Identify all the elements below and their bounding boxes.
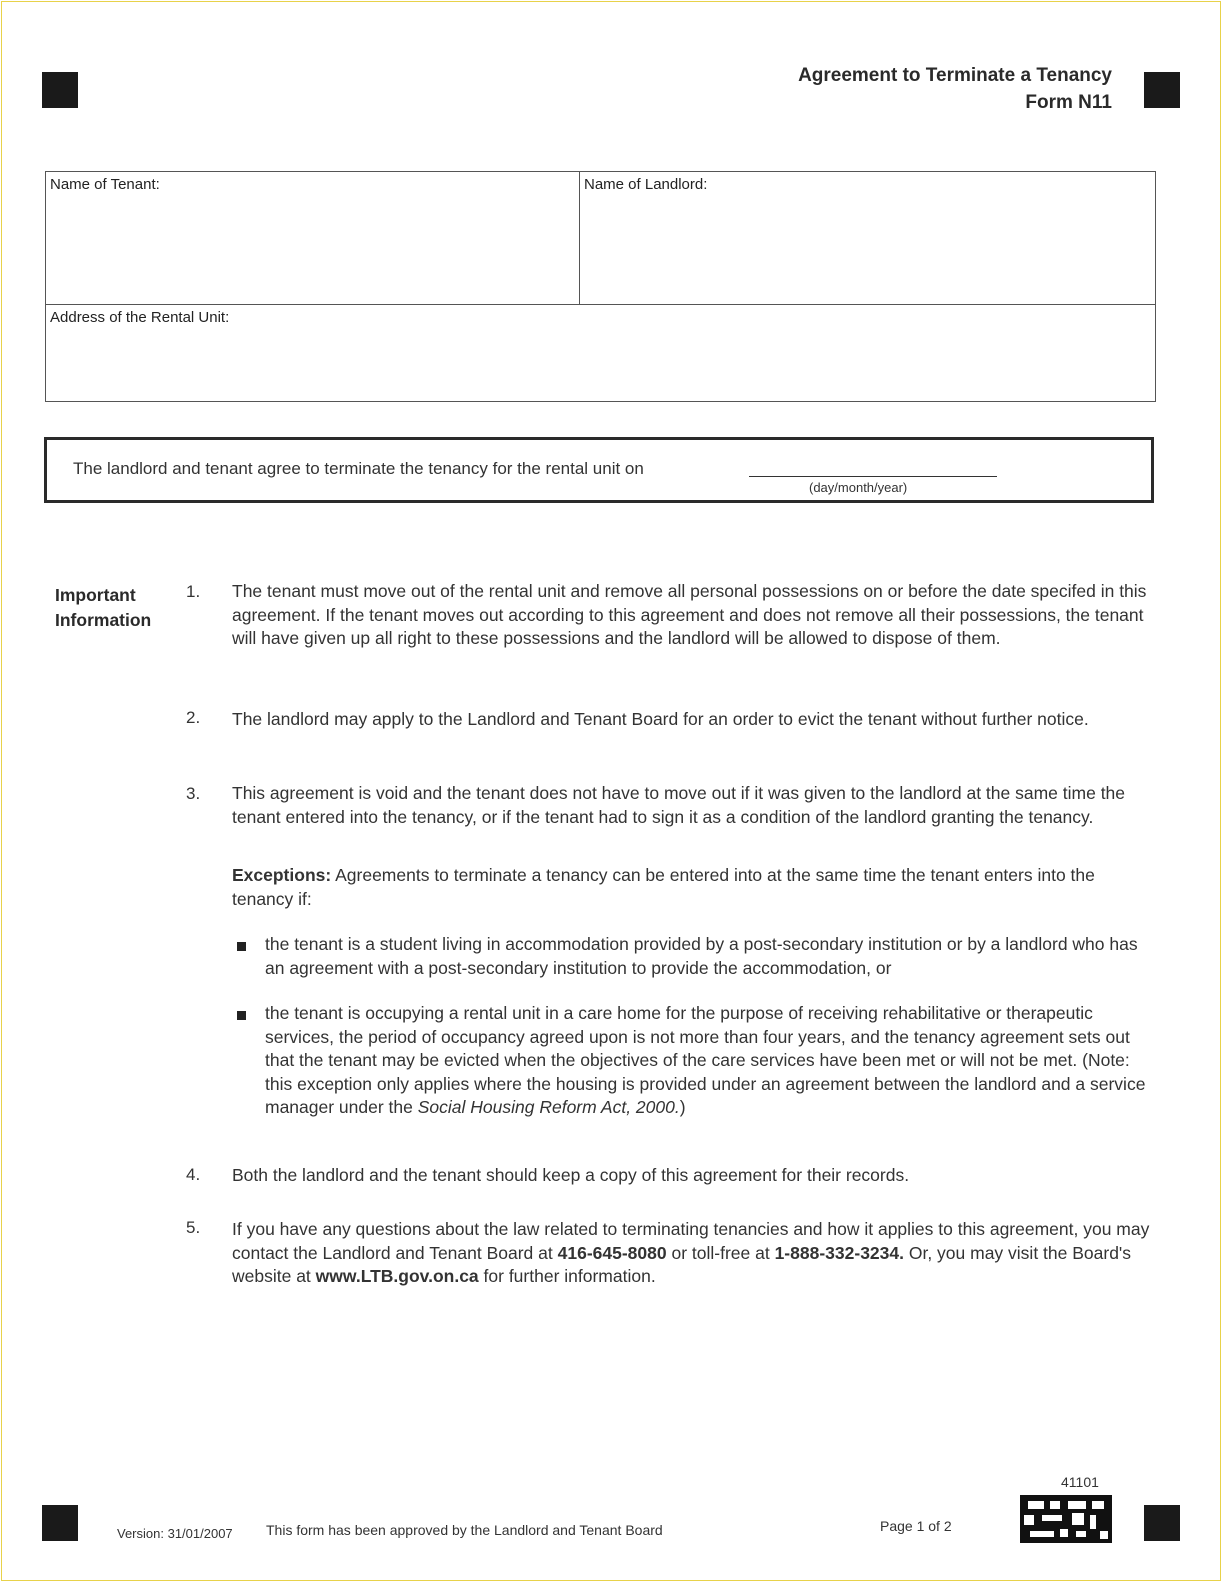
item-number: 1. bbox=[186, 582, 201, 601]
form-title-line1: Agreement to Terminate a Tenancy bbox=[798, 65, 1112, 86]
form-title bbox=[798, 62, 1112, 116]
approval-note: This form has been approved by the Landlord and Tenant Board bbox=[266, 1522, 663, 1538]
item-text: Both the landlord and the tenant should keep a copy of this agreement for their records. bbox=[232, 1165, 910, 1185]
exceptions-paragraph bbox=[232, 864, 1154, 911]
important-information-heading bbox=[55, 583, 151, 633]
phone-number: 416-645-8080 bbox=[557, 1242, 667, 1263]
item-number: 2. bbox=[186, 708, 201, 727]
bullet2-text: the tenant is occupying a rental unit in a care home for the purpose of receiving rehabilitative or therapeutic services, the period of occupancy agreed upon is not more than four years, and the tenancy agreement sets out that the tenant may be evicted when the objectives of the care services have been met or will not be met. (Note: this exception only applies where the housing is provided under an agreement between the landlord and a service manager under the bbox=[265, 1003, 1146, 1117]
item-text bbox=[232, 1218, 1154, 1289]
form-number: Form N11 bbox=[1025, 92, 1112, 113]
bullet-square-icon bbox=[237, 1011, 246, 1020]
exception-bullet-2 bbox=[265, 1002, 1155, 1120]
contact-text: or toll-free at bbox=[666, 1242, 775, 1263]
barcode-icon bbox=[1020, 1495, 1112, 1543]
item-text: The tenant must move out of the rental unit and remove all personal possessions on or before the date specifed in this agreement. If the tenant moves out according to this agreement and does not remove all their possessions, the tenant will have given up all right to these possessions and the landlord will be allowed to dispose of them. bbox=[232, 581, 1147, 648]
item-number: 3. bbox=[186, 784, 201, 803]
tollfree-number: 1-888-332-3234. bbox=[774, 1242, 904, 1263]
tenant-name-field[interactable] bbox=[46, 172, 580, 305]
registration-mark-top-left bbox=[42, 72, 78, 108]
date-format-hint: (day/month/year) bbox=[809, 480, 908, 495]
exceptions-label: Exceptions: bbox=[232, 865, 332, 885]
form-code: 41101 bbox=[1061, 1474, 1099, 1490]
contact-text: Or, you may visit the Board's website at bbox=[232, 1242, 1132, 1286]
page-number: Page 1 of 2 bbox=[880, 1518, 952, 1534]
landlord-name-field[interactable] bbox=[580, 172, 1156, 305]
item-number: 5. bbox=[186, 1218, 201, 1237]
item-text: The landlord may apply to the Landlord and Tenant Board for an order to evict the tenant without further notice. bbox=[232, 709, 1089, 729]
heading-line2: Information bbox=[55, 610, 152, 630]
rental-address-field[interactable] bbox=[46, 305, 1156, 402]
version-label: Version: 31/01/2007 bbox=[117, 1526, 233, 1541]
party-info-table bbox=[45, 171, 1156, 402]
registration-mark-top-right bbox=[1144, 72, 1180, 108]
contact-text: for further information. bbox=[478, 1266, 656, 1286]
exception-bullet-1: the tenant is a student living in accommodation provided by a post-secondary institution or by a landlord who has an agreement with a post-secondary institution to provide the accommodation, or bbox=[265, 934, 1138, 978]
rental-address-label: Address of the Rental Unit: bbox=[50, 309, 230, 326]
item-text: This agreement is void and the tenant does not have to move out if it was given to the landlord at the same time the tenant entered into the tenancy, or if the tenant had to sign it as a condition of the landlord granting the tenancy. bbox=[232, 783, 1126, 827]
act-name: Social Housing Reform Act, 2000. bbox=[417, 1097, 680, 1117]
registration-mark-bottom-right bbox=[1144, 1505, 1180, 1541]
agreement-statement: The landlord and tenant agree to terminate the tenancy for the rental unit on bbox=[73, 459, 644, 478]
termination-agreement-box bbox=[44, 437, 1154, 503]
exceptions-text: Agreements to terminate a tenancy can be entered into at the same time the tenant enters into the tenancy if: bbox=[232, 865, 1095, 909]
heading-line1: Important bbox=[55, 585, 136, 605]
bullet-square-icon bbox=[237, 942, 246, 951]
contact-text: If you have any questions about the law related to terminating tenancies and how it applies to this agreement, you may contact the Landlord and Tenant Board at bbox=[232, 1219, 1150, 1263]
termination-date-field[interactable] bbox=[749, 476, 997, 477]
website-link[interactable]: www.LTB.gov.on.ca bbox=[315, 1266, 479, 1286]
item-number: 4. bbox=[186, 1165, 201, 1184]
tenant-name-label: Name of Tenant: bbox=[50, 176, 160, 193]
registration-mark-bottom-left bbox=[42, 1505, 78, 1541]
landlord-name-label: Name of Landlord: bbox=[584, 176, 708, 193]
bullet2-end: ) bbox=[679, 1097, 686, 1117]
